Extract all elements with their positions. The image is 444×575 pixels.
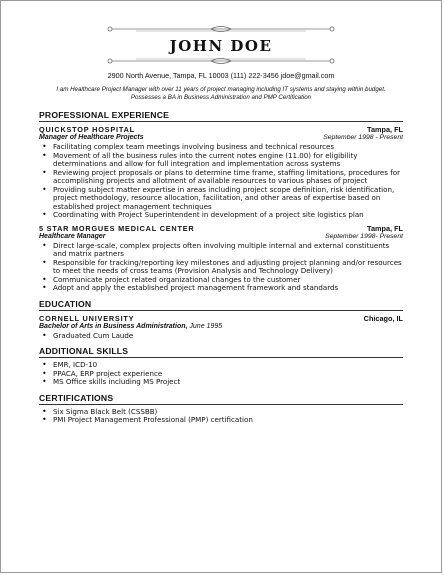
ornament-bottom-divider — [106, 57, 336, 65]
school-name: CORNELL UNIVERSITY — [39, 313, 135, 323]
job-position: Healthcare Manager — [39, 232, 106, 240]
section-title-certifications: CERTIFICATIONS — [39, 393, 403, 405]
job-dates: September 1998 - Present — [323, 134, 403, 141]
degree-date: June 1995 — [189, 322, 223, 330]
section-title-skills: ADDITIONAL SKILLS — [39, 346, 403, 358]
certifications-bullets — [39, 408, 403, 425]
list-item: • EMR, ICD-10 — [53, 361, 403, 370]
job-position: Manager of Healthcare Projects — [39, 134, 144, 141]
summary-statement: I am Healthcare Project Manager with over 11 years of project managing including IT systems and staying within budget. Possesses a BA in Business Administration and PMP Certification — [56, 86, 386, 101]
section-title-education: EDUCATION — [39, 299, 403, 311]
list-item: • Providing subject matter expertise in areas including project scope definition, risk identification, project methodology, resource allocation, facilitation, and other areas of expertise based on established project management techniques — [53, 186, 403, 212]
list-item: • Direct large-scale, complex projects often involving multiple internal and external constituents and matrix partners — [53, 242, 403, 259]
section-title-experience: PROFESSIONAL EXPERIENCE — [39, 110, 403, 122]
job-dates: September 1998- Present — [325, 232, 403, 240]
list-item: • Reviewing project proposals or plans to determine time frame, staffing limitations, procedures for accomplishing projects and allotment of available resources to various phases of project — [53, 169, 403, 186]
education-bullets — [39, 332, 403, 341]
ornament-top-divider — [106, 25, 336, 33]
degree-line — [39, 323, 403, 330]
list-item: • Six Sigma Black Belt (CSSBB) — [53, 408, 403, 417]
candidate-name: JOHN DOE — [169, 37, 273, 55]
employer-name: 5 STAR MORGUES MEDICAL CENTER — [39, 223, 195, 233]
job-location: Tampa, FL — [367, 223, 403, 233]
degree-title: Bachelor of Arts in Business Administration, — [39, 322, 188, 330]
list-item: • Facilitating complex team meetings involving business and technical resources — [53, 143, 403, 152]
job-location: Tampa, FL — [367, 125, 403, 134]
job-entry — [39, 224, 403, 293]
list-item: • Adopt and apply the established project management framework and standards — [53, 284, 403, 293]
list-item: • PPACA, ERP project experience — [53, 370, 403, 379]
job-bullets — [39, 143, 403, 220]
skills-bullets — [39, 361, 403, 387]
list-item: • Communicate project related organizational changes to the customer — [53, 276, 403, 285]
list-item: • Movement of all the business rules into the current notes engine (11.00) for eligibility determinations and allow for full integration and implementation across systems — [53, 152, 403, 169]
list-item: • Responsible for tracking/reporting key milestones and adjusting project planning and/or resources to meet the needs of cross teams (Provision Analysis and Technology Delivery) — [53, 259, 403, 276]
school-location: Chicago, IL — [363, 313, 403, 323]
job-entry — [39, 125, 403, 220]
contact-info: 2900 North Avenue, Tampa, FL 10003 (111) 222-3456 jdoe@gmail.com — [107, 71, 335, 80]
list-item: • MS Office skills including MS Project — [53, 378, 403, 387]
list-item: • Graduated Cum Laude — [53, 332, 403, 341]
list-item: • Coordinating with Project Superintendent in development of a project site logistics plan — [53, 211, 403, 220]
list-item: • PMI Project Management Professional (PMP) certification — [53, 416, 403, 425]
job-bullets — [39, 242, 403, 293]
employer-name: QUICKSTOP HOSPITAL — [39, 125, 135, 134]
